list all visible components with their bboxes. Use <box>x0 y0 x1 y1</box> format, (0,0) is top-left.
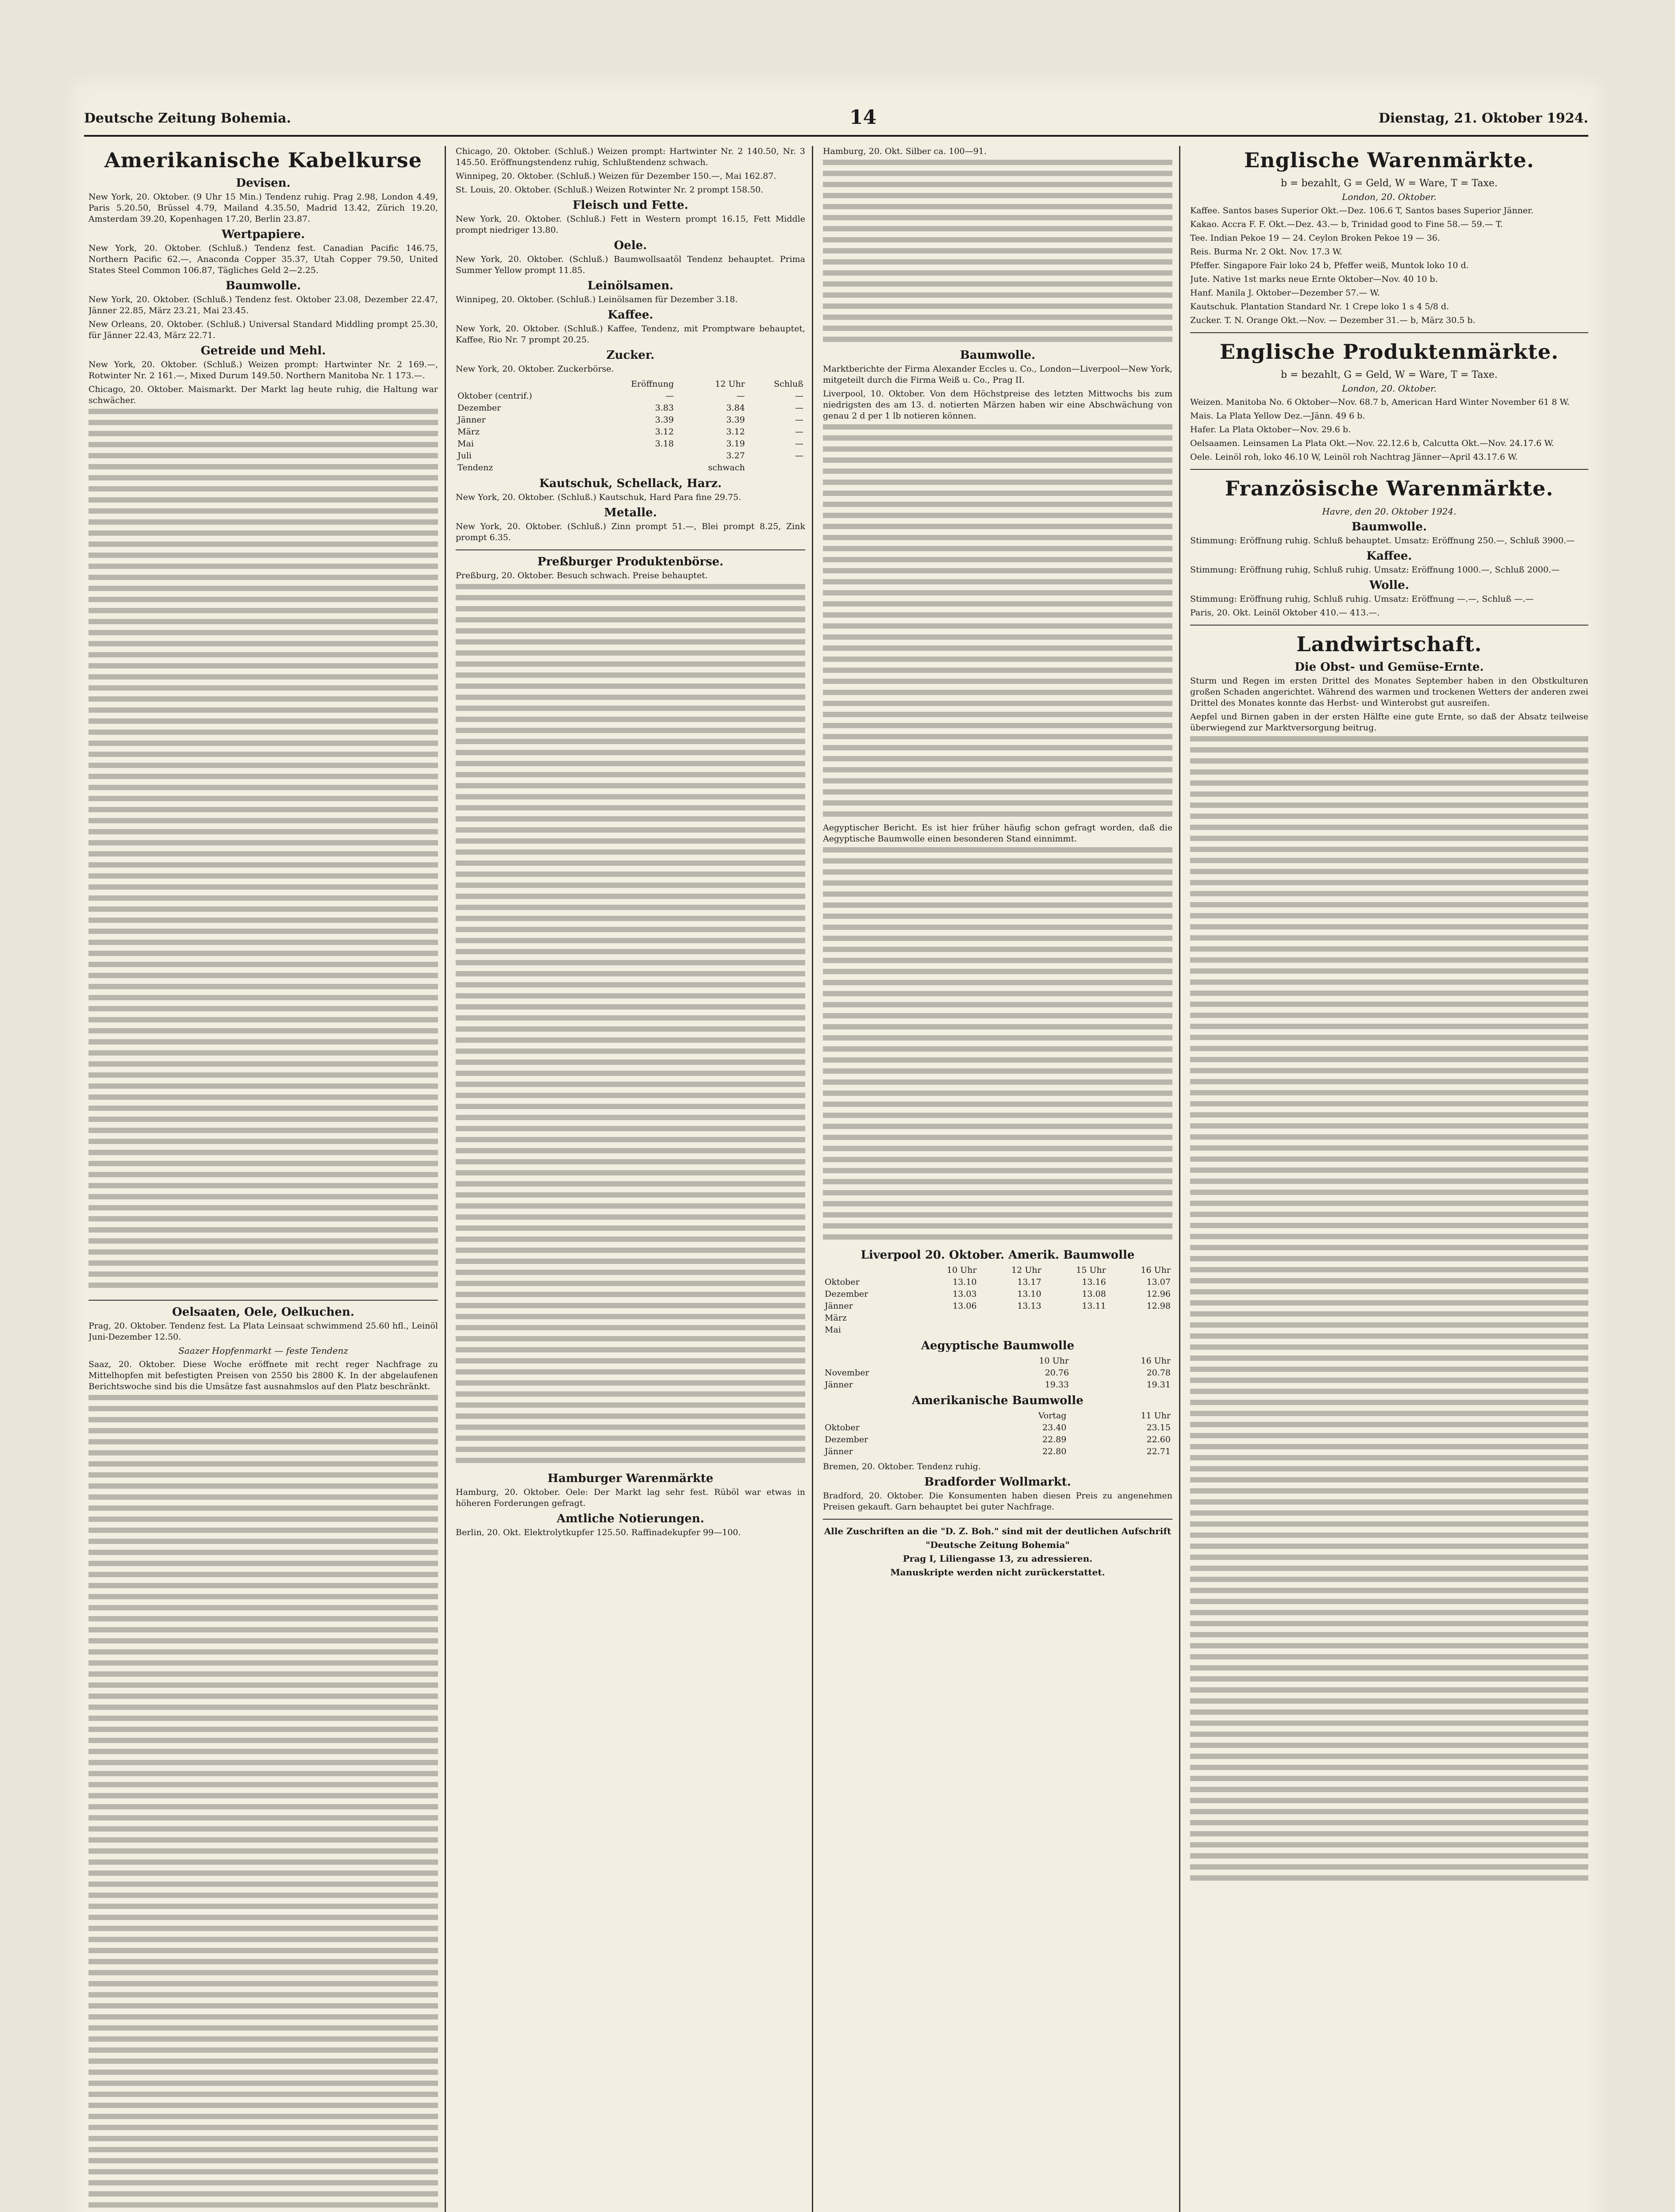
paragraph: New Orleans, 20. Oktober. (Schluß.) Universal Standard Middling prompt 25.30, für Jänner 22.43, März 22.71. <box>88 319 438 340</box>
section-rule <box>1190 469 1588 470</box>
section-rule <box>1190 332 1588 333</box>
subhead-saazer: Saazer Hopfenmarkt — feste Tendenz <box>178 1345 348 1356</box>
column-3 <box>823 146 1172 1581</box>
table-row: Mai 3.18 3.19 — <box>457 439 803 449</box>
section-rule <box>1190 625 1588 626</box>
table-row: Mai <box>825 1325 841 1335</box>
paragraph: New York, 20. Oktober. (Schluß.) Zinn prompt 51.—, Blei prompt 8.25, Zink prompt 6.35. <box>456 522 805 542</box>
subhead-baumwolle: Baumwolle. <box>960 349 1036 362</box>
paragraph: Chicago, 20. Oktober. Maismarkt. Der Markt lag heute ruhig, die Haltung war schwächer. <box>88 384 438 405</box>
section-title-franzoesische-warenmaerkte: Französische Warenmärkte. <box>1225 476 1554 500</box>
column-divider <box>812 146 813 2212</box>
table-row: Jänner 3.39 3.39 — <box>457 415 803 425</box>
subhead-fleisch: Fleisch und Fette. <box>572 199 688 212</box>
body-text-block <box>88 1395 438 2212</box>
subhead-zucker: Zucker. <box>606 349 655 362</box>
abbreviation-key: b = bezahlt, G = Geld, W = Ware, T = Taxe. <box>1280 178 1498 189</box>
table-row: Juli 3.27 — <box>457 451 803 461</box>
table-title: Liverpool 20. Oktober. Amerik. Baumwolle <box>861 1248 1135 1262</box>
dateline: London, 20. Oktober. <box>1342 192 1437 202</box>
subhead-baumwolle: Baumwolle. <box>1351 520 1427 534</box>
subhead-wolle: Wolle. <box>1369 579 1409 592</box>
paragraph: Stimmung: Eröffnung ruhig, Schluß ruhig. Umsatz: Eröffnung 1000.—, Schluß 2000.— <box>1190 565 1560 575</box>
abbreviation-key: b = bezahlt, G = Geld, W = Ware, T = Taxe. <box>1280 369 1498 380</box>
paragraph: Preßburg, 20. Oktober. Besuch schwach. Preise behauptet. <box>456 571 708 580</box>
subhead-leinoel: Leinölsamen. <box>587 279 674 292</box>
subhead-notierungen: Amtliche Notierungen. <box>557 1512 704 1525</box>
notice: "Deutsche Zeitung Bohemia" <box>926 1540 1070 1550</box>
paragraph: Hamburg, 20. Oktober. Oele: Der Markt lag sehr fest. Rüböl war etwas in höheren Forderungen gefragt. <box>456 1487 805 1508</box>
table-row: Oktober 23.40 23.15 <box>825 1423 1171 1432</box>
notice: Manuskripte werden nicht zurückerstattet. <box>890 1567 1105 1578</box>
paragraph: St. Louis, 20. Oktober. (Schluß.) Weizen Rotwinter Nr. 2 prompt 158.50. <box>456 185 764 195</box>
paragraph: Kakao. Accra F. F. Okt.—Dez. 43.— b, Trinidad good to Fine 58.— 59.— T. <box>1190 219 1503 229</box>
column-4 <box>1190 146 1588 1886</box>
table-row: März 3.12 3.12 — <box>457 427 803 437</box>
paragraph: Jute. Native 1st marks neue Ernte Oktober—Nov. 40 10 b. <box>1190 274 1438 284</box>
table-header-row: 10 Uhr 12 Uhr 15 Uhr 16 Uhr <box>947 1265 1171 1275</box>
body-text-block <box>823 160 1172 346</box>
paragraph: New York, 20. Oktober. (Schluß.) Weizen prompt: Hartwinter Nr. 2 169.—, Rotwinter Nr. 2 161.—, Mixed Durum 149.50. Northern Manitoba Nr. 1 173.—. <box>88 360 438 380</box>
running-header <box>66 106 1606 133</box>
subhead-oelsaaten: Oelsaaten, Oele, Oelkuchen. <box>172 1306 354 1319</box>
paragraph: Oele. Leinöl roh, loko 46.10 W, Leinöl roh Nachtrag Jänner—April 43.17.6 W. <box>1190 452 1518 462</box>
subhead-kautschuk: Kautschuk, Schellack, Harz. <box>539 477 722 490</box>
paragraph: Tee. Indian Pekoe 19 — 24. Ceylon Broken Pekoe 19 — 36. <box>1190 233 1440 243</box>
table-row: Dezember 13.03 13.10 13.08 12.96 <box>825 1289 1171 1299</box>
paragraph: Weizen. Manitoba No. 6 Oktober—Nov. 68.7 b, American Hard Winter November 61 8 W. <box>1190 397 1570 407</box>
subhead-aegyptische: Aegyptische Baumwolle <box>921 1339 1075 1352</box>
paragraph: Paris, 20. Okt. Leinöl Oktober 410.— 413.—. <box>1190 608 1380 618</box>
table-row: Oktober 13.10 13.17 13.16 13.07 <box>825 1277 1171 1287</box>
section-rule <box>456 549 805 550</box>
body-text-block <box>88 409 438 1294</box>
paragraph: Chicago, 20. Oktober. (Schluß.) Weizen prompt: Hartwinter Nr. 2 140.50, Nr. 3 145.50. Eröffnungstendenz ruhig, Schlußtendenz schwach. <box>456 146 805 167</box>
notice: Alle Zuschriften an die "D. Z. Boh." sind mit der deutlichen Aufschrift <box>824 1526 1172 1536</box>
paragraph: Oelsaamen. Leinsamen La Plata Okt.—Nov. 22.12.6 b, Calcutta Okt.—Nov. 24.17.6 W. <box>1190 438 1554 448</box>
paragraph: Hamburg, 20. Okt. Silber ca. 100—91. <box>823 146 987 156</box>
amerikanische-table <box>823 1410 1172 1458</box>
body-text-block <box>823 847 1172 1245</box>
paragraph: Hafer. La Plata Oktober—Nov. 29.6 b. <box>1190 425 1351 434</box>
section-title-englische-warenmaerkte: Englische Warenmärkte. <box>1244 148 1534 172</box>
table-row: Tendenz schwach <box>457 463 745 472</box>
column-divider <box>1179 146 1180 2212</box>
header-rule <box>84 135 1588 137</box>
paragraph: New York, 20. Oktober. Zuckerbörse. <box>456 364 614 374</box>
issue-date: Dienstag, 21. Oktober 1924. <box>1378 111 1588 126</box>
paragraph: Aegyptischer Bericht. Es ist hier früher häufig schon gefragt worden, daß die Aegyptische Baumwolle einen besonderen Stand einnimmt. <box>823 823 1172 844</box>
body-text-block <box>1190 736 1588 1886</box>
subhead-kaffee: Kaffee. <box>607 308 653 322</box>
table-row: Jänner 22.80 22.71 <box>825 1447 1171 1456</box>
subhead-bradford: Bradforder Wollmarkt. <box>924 1475 1071 1489</box>
column-divider <box>445 146 446 2212</box>
paragraph: New York, 20. Oktober. (Schluß.) Tendenz fest. Oktober 23.08, Dezember 22.47, Jänner 22.85, März 23.21, Mai 23.45. <box>88 295 438 315</box>
subhead-baumwolle: Baumwolle. <box>225 279 301 292</box>
paragraph: Liverpool, 10. Oktober. Von dem Höchstpreise des letzten Mittwochs bis zum niedrigsten des am 13. d. notierten Märzen haben wir eine Abschwächung von genau 2 d per 1 lb notieren können. <box>823 389 1172 421</box>
subhead-getreide: Getreide und Mehl. <box>200 344 326 357</box>
paragraph: Sturm und Regen im ersten Drittel des Monates September haben in den Obstkulturen großen Schaden angerichtet. Während des warmen und trockenen Wetters der anderen zwei Drittel des Monates konnte das Herbst- und Winterobst gut ausreifen. <box>1190 676 1588 708</box>
paragraph: Winnipeg, 20. Oktober. (Schluß.) Weizen für Dezember 150.—, Mai 162.87. <box>456 171 776 181</box>
subhead-hamburg: Hamburger Warenmärkte <box>547 1472 714 1485</box>
section-title-englische-produktenmaerkte: Englische Produktenmärkte. <box>1219 340 1559 364</box>
subhead-oele: Oele. <box>614 239 647 252</box>
section-rule <box>823 1519 1172 1520</box>
newspaper-name: Deutsche Zeitung Bohemia. <box>84 111 291 126</box>
paragraph: Bradford, 20. Oktober. Die Konsumenten haben diesen Preis zu angenehmen Preisen gekauft. Garn behauptet bei guter Nachfrage. <box>823 1491 1172 1512</box>
table-row: Dezember 3.83 3.84 — <box>457 403 803 413</box>
paragraph: Prag, 20. Oktober. Tendenz fest. La Plata Leinsaat schwimmend 25.60 hfl., Leinöl Juni-Dezember 12.50. <box>88 1321 438 1342</box>
section-title-kabelkurse: Amerikanische Kabelkurse <box>104 148 422 172</box>
paragraph: New York, 20. Oktober. (Schluß.) Fett in Western prompt 16.15, Fett Middle prompt niedriger 13.80. <box>456 214 805 235</box>
paragraph: Zucker. T. N. Orange Okt.—Nov. — Dezember 31.— b, März 30.5 b. <box>1190 315 1475 325</box>
paragraph: Mais. La Plata Yellow Dez.—Jänn. 49 6 b. <box>1190 411 1365 421</box>
table-header-row: 10 Uhr 16 Uhr <box>1039 1356 1171 1366</box>
page-number: 14 <box>849 106 877 129</box>
paragraph: Stimmung: Eröffnung ruhig. Schluß behauptet. Umsatz: Eröffnung 250.—, Schluß 3900.— <box>1190 536 1575 545</box>
subhead-obst-gemuese: Die Obst- und Gemüse-Ernte. <box>1295 661 1484 674</box>
paragraph: Marktberichte der Firma Alexander Eccles u. Co., London—Liverpool—New York, mitgeteilt durch die Firma Weiß u. Co., Prag II. <box>823 364 1172 385</box>
liverpool-table <box>823 1264 1172 1336</box>
subhead-devisen: Devisen. <box>236 177 291 190</box>
paragraph: Kautschuk. Plantation Standard Nr. 1 Crepe loko 1 s 4 5/8 d. <box>1190 302 1449 311</box>
section-rule <box>88 1300 438 1301</box>
table-row: Oktober (centrif.) — — — <box>457 391 803 401</box>
table-row: Dezember 22.89 22.60 <box>825 1435 1171 1444</box>
zucker-table <box>456 378 805 474</box>
paragraph: New York, 20. Oktober. (Schluß.) Baumwollsaatöl Tendenz behauptet. Prima Summer Yellow prompt 11.85. <box>456 254 805 275</box>
paragraph: Stimmung: Eröffnung ruhig, Schluß ruhig. Umsatz: Eröffnung —.—, Schluß —.— <box>1190 594 1534 604</box>
paragraph: Berlin, 20. Okt. Elektrolytkupfer 125.50. Raffinadekupfer 99—100. <box>456 1528 741 1537</box>
subhead-pressburg: Preßburger Produktenbörse. <box>537 555 724 568</box>
paragraph: New York, 20. Oktober. (9 Uhr 15 Min.) Tendenz ruhig. Prag 2.98, London 4.49, Paris 5.20.50, Brüssel 4.79, Mailand 4.35.50, Madrid 13.42, Zürich 19.20, Amsterdam 39.20, Kopenhagen 17.20, Berlin 23.87. <box>88 192 438 224</box>
table-row: Jänner 19.33 19.31 <box>825 1380 1171 1390</box>
paragraph: Aepfel und Birnen gaben in der ersten Hälfte eine gute Ernte, so daß der Absatz teilweise überwiegend zur Marktversorgung beitrug. <box>1190 712 1588 733</box>
column-1 <box>88 146 438 2212</box>
subhead-metalle: Metalle. <box>604 506 657 519</box>
subhead-amerikanische: Amerikanische Baumwolle <box>912 1394 1083 1407</box>
subhead-wertpapiere: Wertpapiere. <box>221 228 305 241</box>
paragraph: New York, 20. Oktober. (Schluß.) Tendenz fest. Canadian Pacific 146.75, Northern Pacific 62.—, Anaconda Copper 35.37, Utah Copper 79.50, United States Steel Common 106.87, Tägliches Geld 2—2.25. <box>88 243 438 275</box>
table-header-row: Vortag 11 Uhr <box>1038 1411 1171 1421</box>
paragraph: Bremen, 20. Oktober. Tendenz ruhig. <box>823 1462 981 1471</box>
column-2 <box>456 146 805 1541</box>
notice: Prag I, Liliengasse 13, zu adressieren. <box>903 1553 1093 1564</box>
paragraph: Kaffee. Santos bases Superior Okt.—Dez. 106.6 T, Santos bases Superior Jänner. <box>1190 206 1534 215</box>
table-row: Jänner 13.06 13.13 13.11 12.98 <box>825 1301 1171 1311</box>
paragraph: Reis. Burma Nr. 2 Okt. Nov. 17.3 W. <box>1190 247 1342 257</box>
subhead-kaffee: Kaffee. <box>1366 549 1412 563</box>
body-text-block <box>823 424 1172 822</box>
table-row: November 20.76 20.78 <box>825 1368 1171 1378</box>
paragraph: Pfeffer. Singapore Fair loko 24 b, Pfeffer weiß, Muntok loko 10 d. <box>1190 261 1469 270</box>
paragraph: New York, 20. Oktober. (Schluß.) Kaffee, Tendenz, mit Promptware behauptet, Kaffee, Rio Nr. 7 prompt 20.25. <box>456 324 805 345</box>
aegyptische-table <box>823 1355 1172 1391</box>
paragraph: Winnipeg, 20. Oktober. (Schluß.) Leinölsamen für Dezember 3.18. <box>456 295 738 304</box>
section-title-landwirtschaft: Landwirtschaft. <box>1296 632 1482 656</box>
dateline: London, 20. Oktober. <box>1342 383 1437 394</box>
paragraph: Hanf. Manila J. Oktober—Dezember 57.— W. <box>1190 288 1380 298</box>
paragraph: New York, 20. Oktober. (Schluß.) Kautschuk, Hard Para fine 29.75. <box>456 492 741 502</box>
table-header-row: Eröffnung 12 Uhr Schluß <box>631 379 803 389</box>
dateline: Havre, den 20. Oktober 1924. <box>1322 506 1456 517</box>
table-row: März <box>825 1313 847 1323</box>
paragraph: Saaz, 20. Oktober. Diese Woche eröffnete mit recht reger Nachfrage zu Mittelhopfen mit befestigten Preisen von 2550 bis 2800 K. In der abgelaufenen Berichtswoche sind bis die Umsätze fast ausnahmslos auf den Platz beschränkt. <box>88 1359 438 1391</box>
body-text-block <box>456 584 805 1469</box>
